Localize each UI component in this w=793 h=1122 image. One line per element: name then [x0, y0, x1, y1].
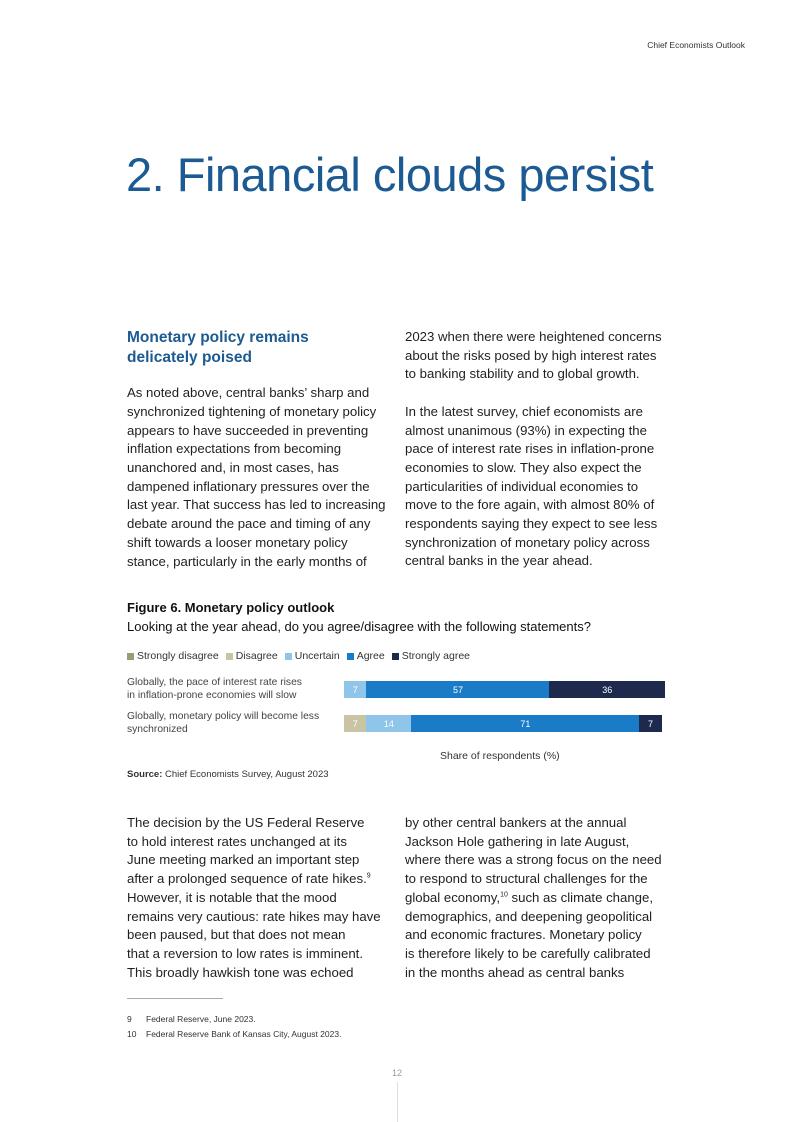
- footnote-text: Federal Reserve Bank of Kansas City, August 2023.: [146, 1029, 342, 1039]
- body-paragraph: [127, 384, 389, 571]
- text-line: This broadly hawkish tone was echoed: [127, 964, 354, 980]
- x-axis-label: Share of respondents (%): [440, 750, 560, 762]
- bar-segment: [639, 715, 661, 732]
- bar-value-label: 36: [602, 684, 613, 695]
- stacked-bar-row: [344, 715, 665, 732]
- source-label: Source:: [127, 769, 163, 780]
- running-header-title: Chief Economists Outlook: [647, 40, 745, 50]
- text-line: about the risks posed by high interest rates: [405, 347, 657, 363]
- text-line: inflation expectations from becoming: [127, 441, 342, 457]
- text-line: Jackson Hole gathering in late August,: [405, 833, 630, 849]
- legend-label: Disagree: [235, 650, 278, 662]
- bar-segment: [344, 681, 366, 698]
- body-column-left-top: [127, 328, 389, 571]
- body-paragraph: [405, 814, 667, 982]
- body-paragraph: [127, 814, 389, 982]
- section-heading: [127, 328, 389, 367]
- text-line: 2023 when there were heightened concerns: [405, 329, 662, 344]
- text-line: June meeting marked an important step: [127, 852, 360, 868]
- text-line: by other central bankers at the annual: [405, 815, 627, 830]
- text-line: in the months ahead as central banks: [405, 964, 625, 980]
- text-line: after a prolonged sequence of rate hikes.: [127, 871, 367, 887]
- text-line: debate around the pace and timing of any: [127, 516, 371, 532]
- footnote-text: Federal Reserve, June 2023.: [146, 1014, 256, 1024]
- legend-label: Uncertain: [294, 650, 340, 662]
- bar-segment: [366, 681, 549, 698]
- chart-category-label: [127, 711, 337, 737]
- text-line: that a reversion to low rates is imminent.: [127, 945, 364, 961]
- text-line: is therefore likely to be carefully calibrated: [405, 945, 651, 961]
- text-line: However, it is notable that the mood: [127, 889, 337, 905]
- body-column-right-top: [405, 328, 667, 571]
- legend-swatch: [392, 653, 399, 660]
- category-label-line: Globally, the pace of interest rate rises: [127, 677, 302, 688]
- bar-segment: [366, 715, 411, 732]
- text-line: As noted above, central banks’ sharp and: [127, 385, 370, 401]
- text-line: where there was a strong focus on the need: [405, 852, 662, 868]
- text-line: to banking stability and to global growth.: [405, 366, 640, 382]
- bar-value-label: 7: [352, 684, 358, 695]
- section-heading-line: delicately poised: [127, 348, 252, 366]
- category-label-line: synchronized: [127, 723, 188, 735]
- legend-item: [392, 650, 470, 662]
- text-line: global economy,: [405, 889, 501, 905]
- text-line: and economic fractures. Monetary policy: [405, 927, 642, 943]
- text-line: been paused, but that does not mean: [127, 927, 346, 943]
- stacked-bar-row: [344, 681, 665, 698]
- text-line: appears to have succeeded in preventing: [127, 422, 369, 438]
- text-line: economies to slow. They also expect the: [405, 459, 642, 475]
- legend-label: Strongly agree: [401, 650, 471, 662]
- page-divider: [397, 1082, 398, 1122]
- text-line: to hold interest rates unchanged at its: [127, 833, 347, 849]
- legend-swatch: [285, 653, 292, 660]
- legend-item: [347, 650, 385, 662]
- text-line: shift towards a looser monetary policy: [127, 534, 348, 550]
- legend-item: [127, 650, 219, 662]
- footnote-number: 9: [127, 1014, 132, 1024]
- body-paragraph: [405, 403, 667, 571]
- body-column-left-bottom: [127, 814, 389, 982]
- footnote: [127, 1012, 341, 1027]
- body-column-right-bottom: [405, 814, 667, 982]
- text-line: last year. That success has led to increasing: [127, 497, 386, 513]
- text-line: respondents saying they expect to see less: [405, 516, 658, 532]
- legend-label: Strongly disagree: [137, 650, 219, 662]
- text-line: move to the fore again, with almost 80% of: [405, 497, 655, 513]
- bar-value-label: 57: [452, 684, 463, 695]
- legend-swatch: [226, 653, 233, 660]
- text-line: In the latest survey, chief economists are: [405, 403, 643, 419]
- body-paragraph: [405, 328, 667, 384]
- footnote-reference[interactable]: 9: [366, 872, 371, 880]
- category-label-line: in inflation-prone economies will slow: [127, 689, 297, 701]
- bar-segment: [344, 715, 366, 732]
- footnote-divider: [127, 998, 223, 999]
- footnote-reference[interactable]: 10: [500, 891, 508, 899]
- chart-category-label: [127, 677, 337, 703]
- footnotes: [127, 1012, 341, 1042]
- text-line: central banks in the year ahead.: [405, 553, 593, 569]
- text-line: The decision by the US Federal Reserve: [127, 815, 365, 830]
- legend-swatch: [347, 653, 354, 660]
- text-line: demographics, and deepening geopolitical: [405, 908, 653, 924]
- bar-segment: [411, 715, 639, 732]
- legend-item: [226, 650, 278, 662]
- text-line: stance, particularly in the early months of: [127, 553, 367, 569]
- footnote-number: 10: [127, 1029, 137, 1039]
- category-label-line: Globally, monetary policy will become less: [127, 711, 320, 722]
- bar-value-label: 14: [383, 718, 394, 729]
- text-line: synchronized tightening of monetary policy: [127, 403, 377, 419]
- text-line: dampened inflationary pressures over the: [127, 478, 370, 494]
- text-line: remains very cautious: rate hikes may have: [127, 908, 381, 924]
- figure-subtitle: Looking at the year ahead, do you agree/disagree with the following statements?: [127, 619, 591, 634]
- text-line: unanchored and, in most cases, has: [127, 460, 339, 475]
- bar-value-label: 7: [648, 718, 654, 729]
- figure-title: Figure 6. Monetary policy outlook: [127, 600, 335, 615]
- bar-segment: [549, 681, 665, 698]
- bar-value-label: 71: [520, 718, 531, 729]
- legend-item: [285, 650, 340, 662]
- text-line: to respond to structural challenges for the: [405, 871, 648, 887]
- source-text: Chief Economists Survey, August 2023: [162, 769, 329, 780]
- text-line: almost unanimous (93%) in expecting the: [405, 422, 647, 438]
- legend-label: Agree: [356, 650, 385, 662]
- footnote: [127, 1027, 341, 1042]
- text-line: pace of interest rate rises in inflation-prone: [405, 441, 655, 457]
- chapter-title: 2. Financial clouds persist: [126, 148, 654, 201]
- text-line: synchronization of monetary policy across: [405, 534, 650, 550]
- page-number: 12: [392, 1068, 403, 1078]
- text-line: such as climate change,: [507, 889, 653, 905]
- bar-value-label: 7: [352, 718, 358, 729]
- text-line: particularities of individual economies to: [405, 478, 639, 494]
- chart-legend: [127, 650, 477, 662]
- legend-swatch: [127, 653, 134, 660]
- figure-source: [127, 769, 329, 780]
- section-heading-line: Monetary policy remains: [127, 329, 309, 346]
